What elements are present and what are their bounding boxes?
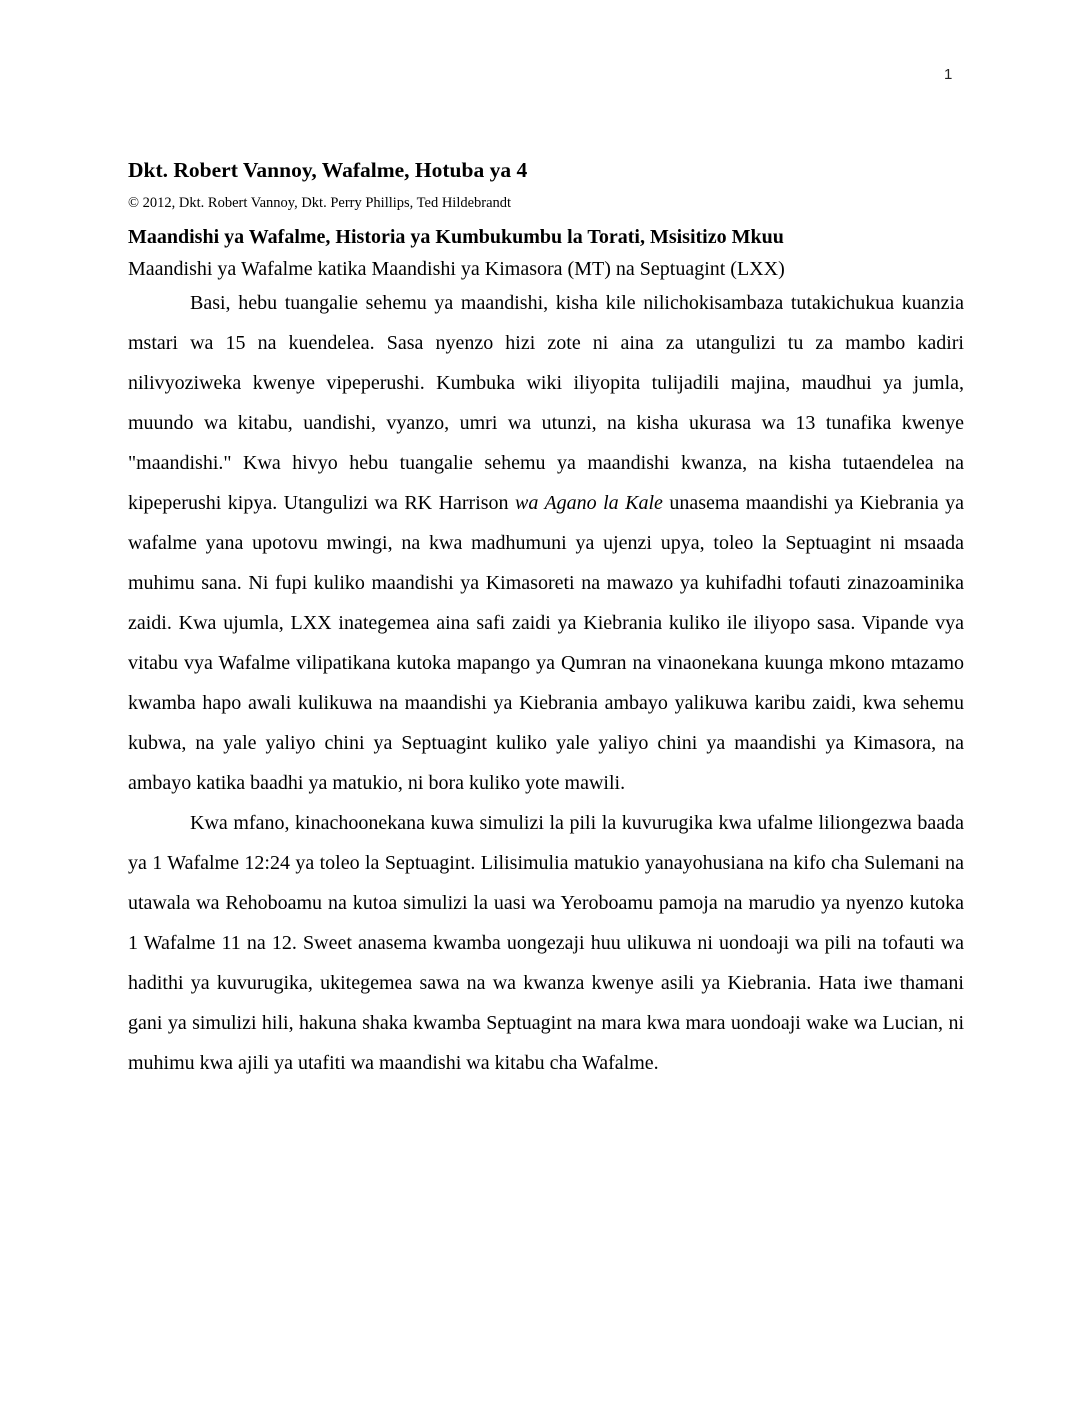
copyright-line: © 2012, Dkt. Robert Vannoy, Dkt. Perry Phillips, Ted Hildebrandt <box>128 195 512 211</box>
document-body <box>128 155 964 1083</box>
paragraph-1-text-a: Basi, hebu tuangalie sehemu ya maandishi, kisha kile nilichokisambaza tutakichukua kuanzia mstari wa 15 na kuendelea. Sasa nyenzo hizi zote ni aina za utangulizi tu za mambo kadiri nilivyoziweka kwenye vipeperushi. Kumbuka wiki iliyopita tulijadili majina, maudhui ya jumla, muundo wa kitabu, uandishi, vyanzo, umri wa utunzi, na kisha ukurasa wa 13 tunafika kwenye "maandishi." Kwa hivyo hebu tuangalie sehemu ya maandishi kwanza, na kisha tutaendelea na kipeperushi kipya. Utangulizi wa RK Harrison <box>128 292 964 514</box>
paragraph-2: Kwa mfano, kinachoonekana kuwa simulizi la pili la kuvurugika kwa ufalme liliongezwa baada ya 1 Wafalme 12:24 ya toleo la Septuagint. Lilisimulia matukio yanayohusiana na kifo cha Sulemani na utawala wa Rehoboamu na kutoa simulizi la uasi wa Yeroboamu pamoja na marudio ya nyenzo kutoka 1 Wafalme 11 na 12. Sweet anasema kwamba uongezaji huu ulikuwa ni uondoaji wa pili na tofauti wa hadithi ya kuvurugika, ukitegemea sawa na wa kwanza kwenye asili ya Kiebrania. Hata iwe thamani gani ya simulizi hili, hakuna shaka kwamba Septuagint na mara kwa mara uondoaji wake wa Lucian, ni muhimu kwa ajili ya utafiti wa maandishi wa kitabu cha Wafalme. <box>128 812 964 1074</box>
section-heading: Maandishi ya Wafalme, Historia ya Kumbukumbu la Torati, Msisitizo Mkuu <box>128 226 784 248</box>
document-title: Dkt. Robert Vannoy, Wafalme, Hotuba ya 4 <box>128 158 528 182</box>
paragraph-1 <box>128 283 964 803</box>
book-title-italic: wa Agano la Kale <box>515 492 663 514</box>
page-number: 1 <box>944 66 953 83</box>
paragraph-1-text-b: unasema maandishi ya Kiebrania ya wafalme yana upotovu mwingi, na kwa madhumuni ya ujenzi upya, toleo la Septuagint ni msaada muhimu sana. Ni fupi kuliko maandishi ya Kimasoreti na mawazo ya kuhifadhi tofauti zinazoaminika zaidi. Kwa ujumla, LXX inategemea aina safi zaidi ya Kiebrania kuliko ile iliyopo sasa. Vipande vya vitabu vya Wafalme vilipatikana kutoka mapango ya Qumran na vinaonekana kuunga mkono mtazamo kwamba hapo awali kulikuwa na maandishi ya Kiebrania ambayo yalikuwa karibu zaidi, kwa sehemu kubwa, na yale yaliyo chini ya Septuagint kuliko yale yaliyo chini ya maandishi ya Kimasora, na ambayo katika baadhi ya matukio, ni bora kuliko yote mawili. <box>128 492 964 794</box>
subsection-heading: Maandishi ya Wafalme katika Maandishi ya Kimasora (MT) na Septuagint (LXX) <box>128 258 785 280</box>
